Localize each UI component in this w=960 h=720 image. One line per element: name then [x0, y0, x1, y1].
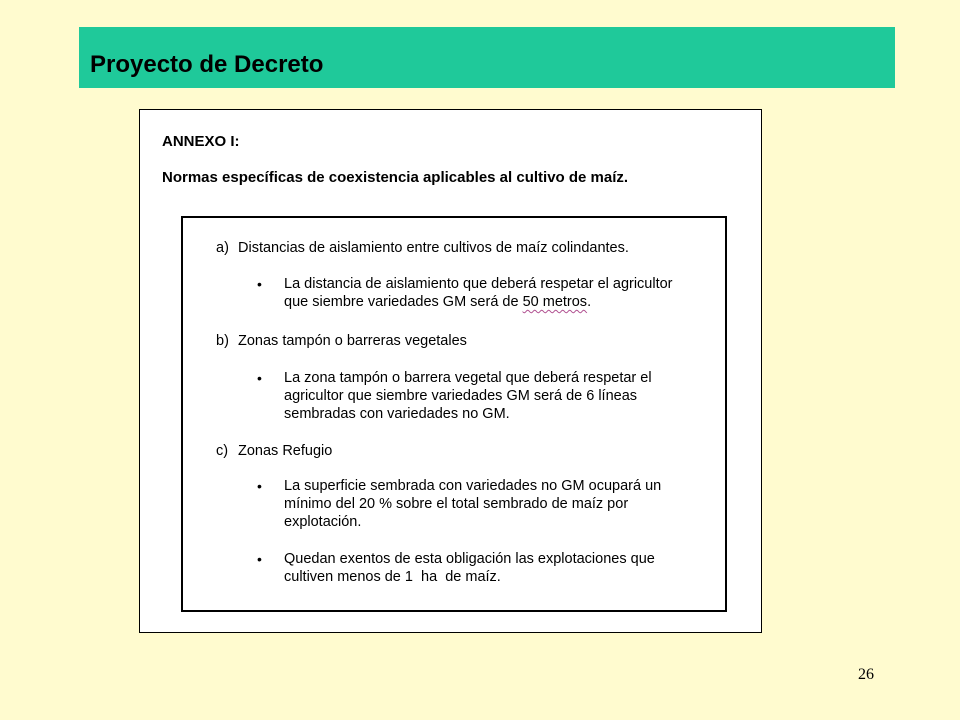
section-a-bullet-1	[284, 275, 714, 311]
section-b-title: Zonas tampón o barreras vegetales	[238, 333, 467, 349]
text-fragment: que siembre variedades GM será de	[284, 294, 523, 310]
annex-subheading: Normas específicas de coexistencia aplicables al cultivo de maíz.	[162, 169, 629, 186]
text-line: sembradas con variedades no GM.	[284, 406, 510, 422]
annex-heading: ANNEXO I:	[162, 133, 240, 150]
text-line: La distancia de aislamiento que deberá respetar el agricultor	[284, 276, 673, 292]
text-line: agricultor que siembre variedades GM será de 6 líneas	[284, 388, 638, 404]
section-a-title: Distancias de aislamiento entre cultivos de maíz colindantes.	[238, 240, 629, 256]
section-c-title: Zonas Refugio	[238, 443, 333, 459]
slide-title: Proyecto de Decreto	[90, 51, 324, 78]
text-fragment: .	[587, 294, 592, 310]
text-line: La zona tampón o barrera vegetal que deberá respetar el	[284, 370, 652, 386]
section-c-bullet-1	[284, 477, 714, 531]
annex-document-image	[139, 109, 762, 633]
text-line: cultiven menos de 1 ha de maíz.	[284, 569, 501, 585]
section-b-bullet-1	[284, 369, 714, 423]
bullet-icon: •	[257, 370, 262, 386]
text-line: Quedan exentos de esta obligación las explotaciones que	[284, 551, 655, 567]
title-bar	[79, 27, 895, 88]
text-line: La superficie sembrada con variedades no GM ocupará un	[284, 478, 662, 494]
spellcheck-underlined-text: 50 metros	[522, 294, 588, 310]
section-b-label: b)	[216, 333, 229, 349]
section-c-bullet-2	[284, 550, 714, 586]
text-line: explotación.	[284, 514, 362, 530]
page-number: 26	[858, 666, 874, 683]
bullet-icon: •	[257, 276, 262, 292]
section-a-label: a)	[216, 240, 229, 256]
bullet-icon: •	[257, 551, 262, 567]
rules-box	[181, 216, 727, 612]
text-line: mínimo del 20 % sobre el total sembrado de maíz por	[284, 496, 629, 512]
section-c-label: c)	[216, 443, 229, 459]
bullet-icon: •	[257, 478, 262, 494]
text-line	[284, 293, 714, 311]
